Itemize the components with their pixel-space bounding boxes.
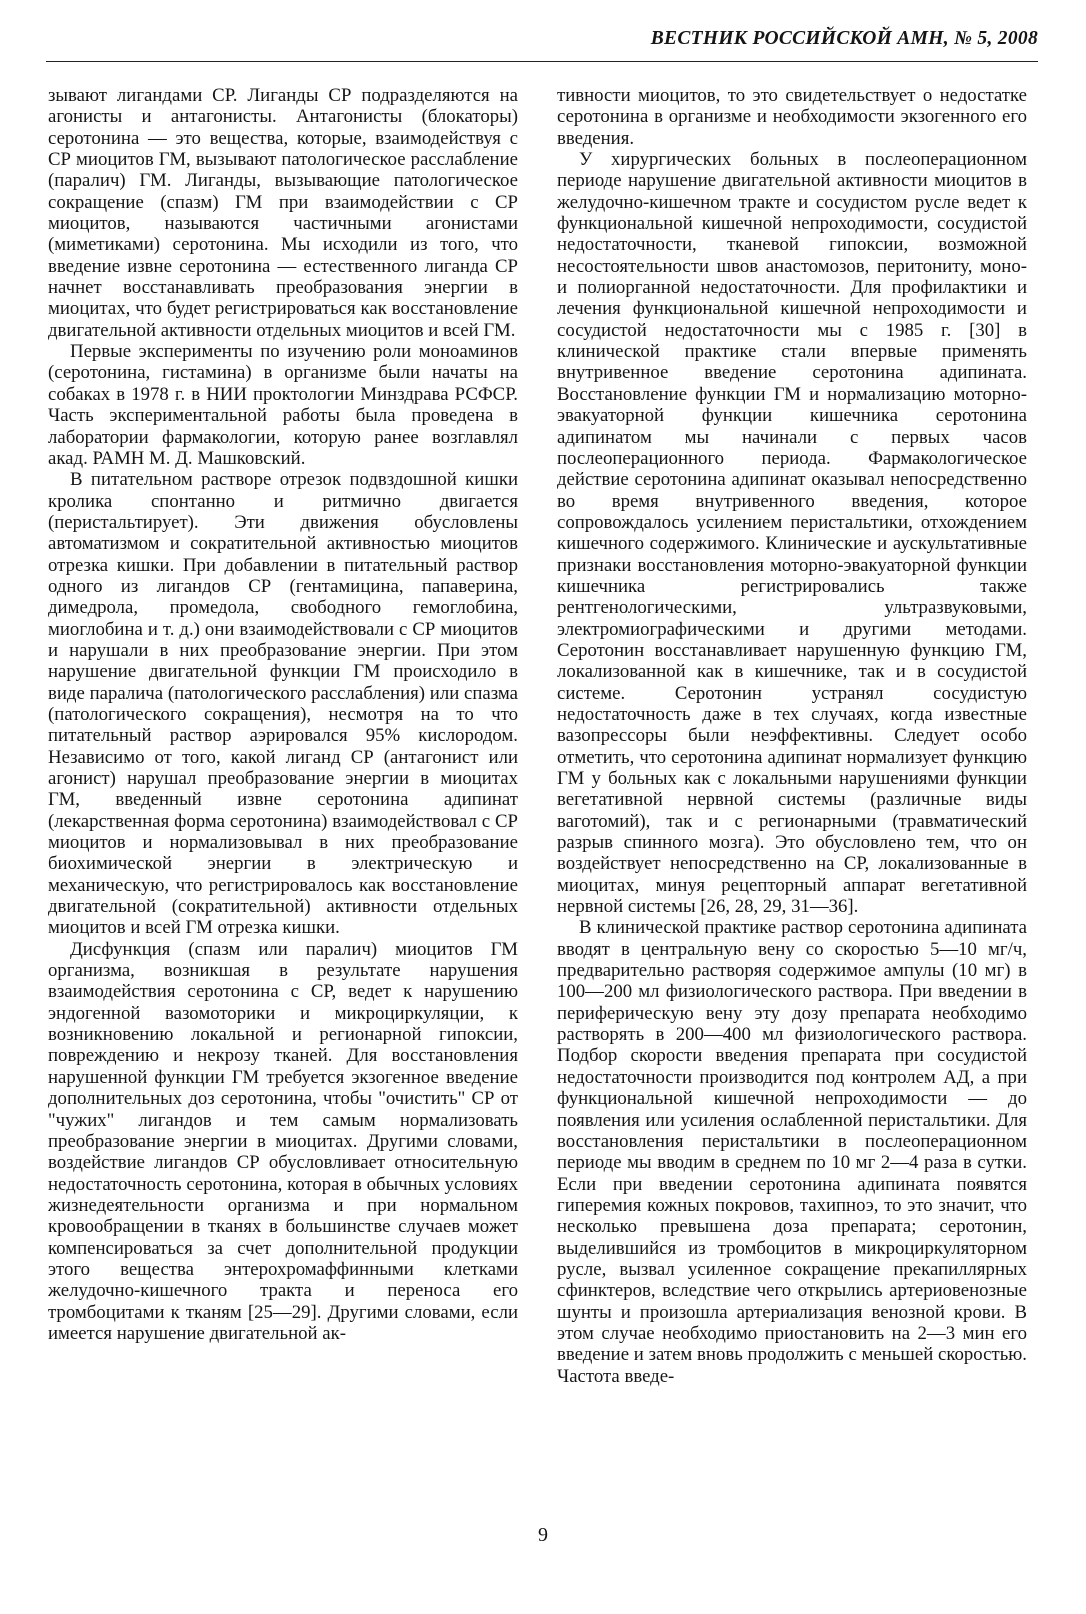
running-header: ВЕСТНИК РОССИЙСКОЙ АМН, № 5, 2008: [650, 28, 1038, 49]
paragraph: тивности миоцитов, то это свидетельствует о недостатке серотонина в организме и необходимости экзогенного его введения.: [557, 85, 1027, 149]
right-column: [557, 85, 1027, 1387]
left-column: [48, 85, 518, 1344]
page-number: 9: [538, 1524, 548, 1546]
paragraph: В питательном растворе отрезок подвздошной кишки кролика спонтанно и ритмично двигается (перистальтирует). Эти движения обусловлены автоматизмом и сократительной активностью миоцитов отрезка кишки. При добавлении в питательный раствор одного из лигандов СР (гентамицина, папаверина, димедрола, промедола, свободного гемоглобина, миоглобина и т. д.) они взаимодействовали с СР миоцитов и нарушали в них преобразование энергии. При этом нарушение двигательной функции ГМ происходило в виде паралича (патологического расслабления) или спазма (патологического сокращения), несмотря на то что питательный раствор аэрировался 95% кислородом. Независимо от того, какой лиганд СР (антагонист или агонист) нарушал преобразование энергии в миоцитах ГМ, введенный извне серотонина адипинат (лекарственная форма серотонина) взаимодействовал с СР миоцитов и нормализовывал в них преобразование биохимической энергии в электрическую и механическую, что регистрировалось как восстановление двигательной (сократительной) активности отдельных миоцитов и всей ГМ отрезка кишки.: [48, 469, 518, 939]
paragraph: Первые эксперименты по изучению роли моноаминов (серотонина, гистамина) в организме были начаты на собаках в 1978 г. в НИИ проктологии Минздрава РСФСР. Часть экспериментальной работы была проведена в лаборатории фармакологии, которую ранее возглавлял акад. РАМН М. Д. Машковский.: [48, 341, 518, 469]
paragraph: У хирургических больных в послеоперационном периоде нарушение двигательной активности миоцитов в желудочно-кишечном тракте и сосудистом русле ведет к функциональной кишечной непроходимости, сосудистой недостаточности, тканевой гипоксии, возможной несостоятельности швов анастомозов, перитониту, моно- и полиорганной недостаточности. Для профилактики и лечения функциональной кишечной непроходимости и сосудистой недостаточности мы с 1985 г. [30] в клинической практике стали впервые применять внутривенное введение серотонина адипината. Восстановление функции ГМ и нормализацию моторно-эвакуаторной функции кишечника серотонина адипинатом мы начинали с первых часов послеоперационного периода. Фармакологическое действие серотонина адипинат оказывал непосредственно во время внутривенного введения, которое сопровождалось усилением перистальтики, отхождением кишечного содержимого. Клинические и аускультативные признаки восстановления моторно-эвакуаторной функции кишечника регистрировались также рентгенологическими, ультразвуковыми, электромиографическими и другими методами. Серотонин восстанавливает нарушенную функцию ГМ, локализованной как в кишечнике, так и в сосудистой системе. Серотонин устранял сосудистую недостаточность даже в тех случаях, когда известные вазопрессоры были неэффективны. Следует особо отметить, что серотонина адипинат нормализует функцию ГМ у больных как с локальными нарушениями функции вегетативной нервной системы (различные виды ваготомий), так и с регионарными (травматический разрыв спинного мозга). Это обусловлено тем, что он воздействует непосредственно на СР, локализованные в миоцитах, минуя рецепторный аппарат вегетативной нервной системы [26, 28, 29, 31—36].: [557, 149, 1027, 918]
paragraph: Дисфункция (спазм или паралич) миоцитов ГМ организма, возникшая в результате нарушения взаимодействия серотонина с СР, ведет к нарушению эндогенной вазомоторики и микроциркуляции, к возникновению локальной и регионарной гипоксии, повреждению и некрозу тканей. Для восстановления нарушенной функции ГМ требуется экзогенное введение дополнительных доз серотонина, чтобы "очистить" СР от "чужих" лигандов и тем самым нормализовать преобразование энергии в миоцитах. Другими словами, воздействие лигандов СР обусловливает относительную недостаточность серотонина, которая в обычных условиях жизнедеятельности организма и при нормальном кровообращении в тканях в большинстве случаев может компенсироваться за счет дополнительной продукции этого вещества энтерохромаффинными клетками желудочно-кишечного тракта и переноса его тромбоцитами к тканям [25—29]. Другими словами, если имеется нарушение двигательной ак-: [48, 938, 518, 1344]
paragraph: зывают лигандами СР. Лиганды СР подразделяются на агонисты и антагонисты. Антагонисты (блокаторы) серотонина — это вещества, которые, взаимодействуя с СР миоцитов ГМ, вызывают патологическое расслабление (паралич) ГМ. Лиганды, вызывающие патологическое сокращение (спазм) ГМ при взаимодействии с СР миоцитов, называются частичными агонистами (миметиками) серотонина. Мы исходили из того, что введение извне серотонина — естественного лиганда СР начнет восстанавливать преобразования энергии в миоцитах, что будет регистрироваться как восстановление двигательной активности отдельных миоцитов и всей ГМ.: [48, 85, 518, 341]
paragraph: В клинической практике раствор серотонина адипината вводят в центральную вену со скоростью 5—10 мг/ч, предварительно растворяя содержимое ампулы (10 мг) в 100—200 мл физиологического раствора. При введении в периферическую вену эту дозу препарата необходимо растворять в 200—400 мл физиологического раствора. Подбор скорости введения препарата при сосудистой недостаточности производится под контролем АД, а при функциональной кишечной непроходимости — до появления или усиления ослабленной перистальтики. Для восстановления перистальтики в послеоперационном периоде мы вводим в среднем по 10 мг 2—4 раза в сутки. Если при введении серотонина адипината появятся гиперемия кожных покровов, тахипноэ, то это значит, что несколько превышена доза препарата; серотонин, выделившийся из тромбоцитов в микроциркуляторном русле, вызвал усиленное сокращение прекапиллярных сфинктеров, вследствие чего открылись артериовенозные шунты и произошла артериализация венозной крови. В этом случае необходимо приостановить на 2—3 мин его введение и затем вновь продолжить с меньшей скоростью. Частота введе-: [557, 917, 1027, 1387]
header-rule: [46, 61, 1038, 62]
